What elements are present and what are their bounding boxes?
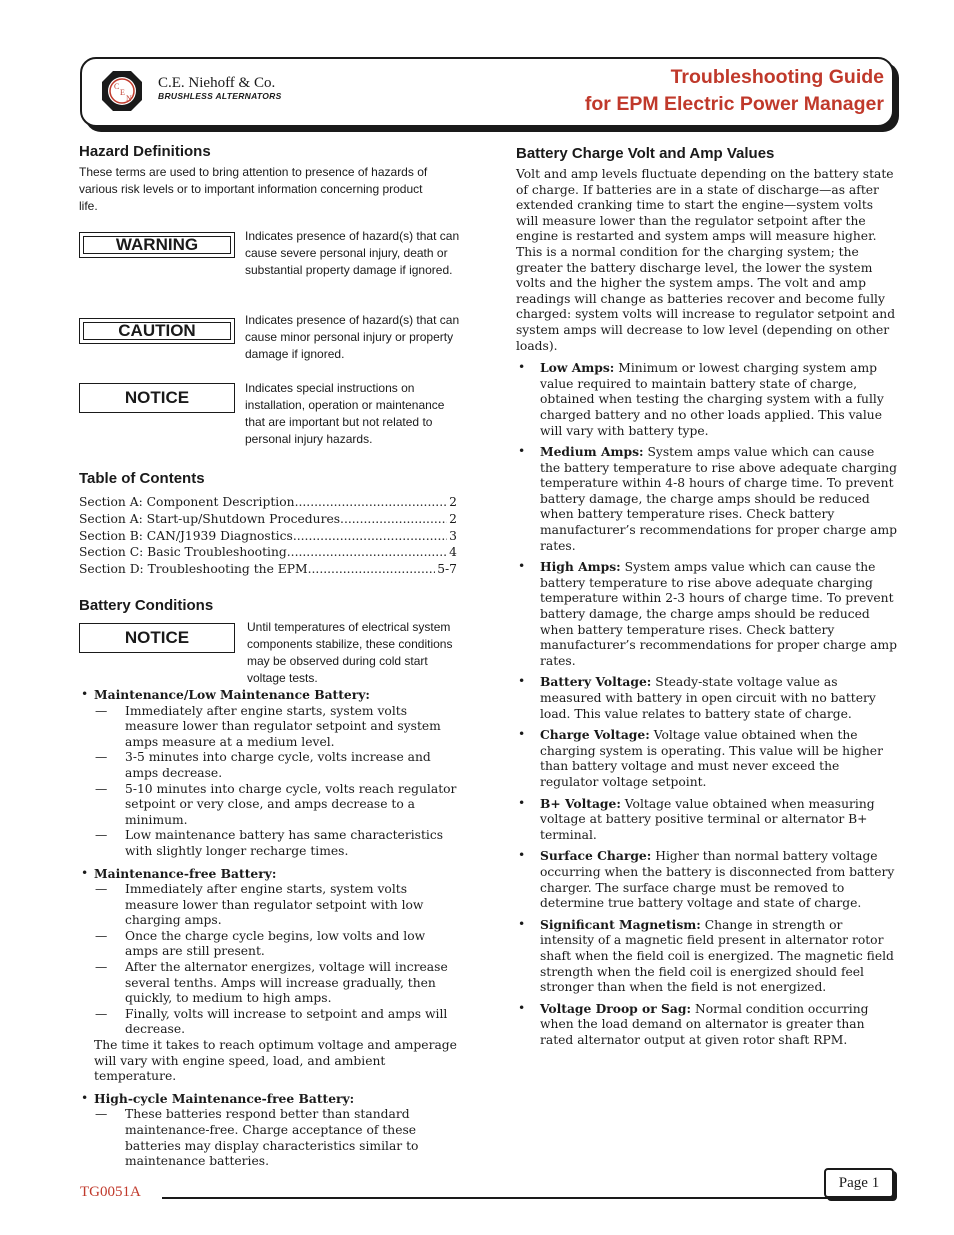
document-code: TG0051A: [80, 1184, 141, 1200]
warning-text: Indicates presence of hazard(s) that can cause severe personal injury, death or substantial property damage if ignored.: [245, 229, 460, 277]
hazard-warning: [79, 228, 460, 306]
left-column: [79, 140, 460, 1170]
toc-entry-label: Section A: Start-up/Shutdown Procedures: [79, 511, 341, 526]
toc-entry-label: Section A: Component Description: [79, 495, 295, 509]
toc-entry-label: Section C: Basic Troubleshooting: [79, 545, 287, 560]
charge-values-heading: Battery Charge Volt and Amp Values: [516, 145, 775, 162]
hazard-notice: [79, 380, 457, 460]
right-column: [516, 140, 898, 1053]
svg-text:N: N: [126, 94, 132, 103]
list-item: — 3-5 minutes into charge cycle, volts increase and amps decrease.: [95, 750, 431, 780]
battery-conditions-heading: Battery Conditions: [79, 596, 214, 614]
toc-entry-label: Section B: CAN/J1939 Diagnostics: [79, 528, 293, 543]
svg-text:E: E: [120, 88, 125, 97]
battery-notice-label: NOTICE: [79, 623, 235, 653]
toc-entry-label: Section D: Troubleshooting the EPM: [79, 562, 308, 577]
term-b-plus-voltage: • B+ Voltage: Voltage value obtained when measuring voltage at battery positive terminal or alternator B+ terminal.: [518, 795, 875, 842]
document-title: [585, 64, 884, 118]
company-block: [158, 75, 282, 101]
page-number: Page 1: [824, 1168, 894, 1198]
list-item: — Once the charge cycle begins, low volts and low amps are still present.: [95, 928, 426, 959]
term-medium-amps: • Medium Amps: System amps value which can cause the battery temperature to rise above adequate charging temperature within 4-8 hours of charge time. To prevent battery damage, the charge amps should be reduced when battery temperature rises. Check battery manufacturer’s recommendations for proper charge amp rates.: [518, 444, 897, 553]
list-item: — Immediately after engine starts, system volts measure lower than regulator setpoint with low charging amps.: [95, 882, 424, 928]
toc-entry[interactable]: [79, 528, 457, 545]
term-surface-charge: • Surface Charge: Higher than normal battery voltage occurring when the battery is disconnected from battery charger. The surface charge must be removed to determine true battery voltage and state of charge.: [518, 848, 895, 911]
list-item: — Finally, volts will increase to setpoint and amps will decrease.: [95, 1006, 448, 1037]
term-significant-magnetism: • Significant Magnetism: Change in strength or intensity of a magnetic field present in alternator rotor shaft when the field coil is energized. The magnetic field strength when the field coil is energized should feel stronger than when the field is not energized.: [518, 916, 894, 995]
list-item: — Immediately after engine starts, system volts measure lower than regulator setpoint and system amps measure at a medium level.: [95, 703, 441, 749]
toc-entry[interactable]: [79, 494, 457, 511]
toc-entry-page: 3: [449, 528, 457, 543]
cen-logo-icon: [100, 69, 144, 113]
charge-values-intro: Volt and amp levels fluctuate depending on the battery state of charge. If batteries are in a state of discharge—as after extended cranking time to start the engine—system volts will measure lower than the regulator setpoint after the engine is restarted and system amps will measure higher. This is a normal condition for the charging system; the greater the battery discharge level, the lower the system volts and the higher the system amps. The volt and amp readings will change as batteries recover and become fully charged: system volts will increase to regulator setpoint and system amps will decrease to low level (depending on other loads).: [516, 167, 896, 353]
group-note: The time it takes to reach optimum voltage and amperage will vary with engine speed, load, and ambient temperature.: [94, 1038, 457, 1084]
toc-entry[interactable]: [79, 544, 457, 561]
hazard-caution: [79, 312, 460, 376]
battery-notice: [79, 619, 457, 687]
term-charge-voltage: • Charge Voltage: Voltage value obtained when the charging system is operating. This value will be higher than battery voltage and must never exceed the regulator voltage setpoint.: [518, 727, 883, 789]
hazard-intro: These terms are used to bring attention to presence of hazards of various risk levels or to important information concerning product life.: [79, 165, 428, 213]
toc-entry-page: 5-7: [437, 562, 457, 577]
group-title: • Maintenance-free Battery:: [81, 865, 277, 881]
list-item: — 5-10 minutes into charge cycle, volts reach regulator setpoint or very close, and amps decrease to a minimum.: [95, 781, 457, 827]
title-line-1: Troubleshooting Guide: [670, 66, 884, 88]
toc-heading: Table of Contents: [79, 470, 205, 487]
toc-entry-page: 4: [449, 545, 457, 560]
group-title: • Maintenance/Low Maintenance Battery:: [81, 686, 370, 702]
page-header: [80, 57, 894, 127]
group-title: • High-cycle Maintenance-free Battery:: [81, 1090, 355, 1106]
notice-label: NOTICE: [79, 383, 235, 413]
footer-rule: [162, 1197, 892, 1199]
battery-groups: [79, 687, 457, 1170]
toc-entry[interactable]: [79, 511, 457, 528]
toc-entry-page: 2: [449, 495, 457, 509]
toc-entry-page: 2: [449, 511, 457, 526]
list-item: — After the alternator energizes, voltage will increase several tenths. Amps will increase gradually, then quickly, to medium to high amps.: [95, 960, 448, 1006]
company-tagline: BRUSHLESS ALTERNATORS: [158, 91, 282, 101]
toc-entry[interactable]: [79, 561, 457, 578]
notice-text: Indicates special instructions on installation, operation or maintenance that are important but not related to personal injury hazards.: [245, 381, 445, 446]
caution-label: CAUTION: [79, 318, 235, 344]
caution-text: Indicates presence of hazard(s) that can cause minor personal injury or property damage if ignored.: [245, 313, 460, 361]
toc-list: [79, 494, 457, 578]
company-name: C.E. Niehoff & Co.: [158, 75, 276, 91]
title-line-2: for EPM Electric Power Manager: [584, 93, 884, 115]
term-low-amps: • Low Amps: Minimum or lowest charging system amp value required to maintain battery state of charge, obtained when testing the charging system with a fully charged battery and no other loads applied. This value will vary with battery type.: [518, 360, 884, 438]
svg-text:C: C: [114, 82, 120, 91]
list-item: — These batteries respond better than standard maintenance-free. Charge acceptance of these batteries may display characteristics similar to maintenance batteries.: [95, 1107, 419, 1169]
warning-label: WARNING: [79, 232, 235, 258]
term-high-amps: • High Amps: System amps value which can cause the battery temperature to rise above adequate charging temperature within 2-3 hours of charge time. To prevent battery damage, the charge amps should be reduced when battery temperature rises. Check battery manufacturer’s recommendations for proper charge amp rates.: [518, 559, 897, 668]
term-voltage-droop: • Voltage Droop or Sag: Normal condition occurring when the load demand on alternator is greater than rated alternator output at given rotor shaft RPM.: [518, 1000, 869, 1047]
term-battery-voltage: • Battery Voltage: Steady-state voltage value as measured with battery in open circuit with no battery load. This value relates to battery state of charge.: [518, 674, 876, 721]
hazard-heading: Hazard Definitions: [79, 143, 211, 160]
battery-notice-text: Until temperatures of electrical system components stabilize, these conditions may be observed during cold start voltage tests.: [247, 619, 453, 685]
list-item: — Low maintenance battery has same characteristics with slightly longer recharge times.: [95, 828, 444, 858]
